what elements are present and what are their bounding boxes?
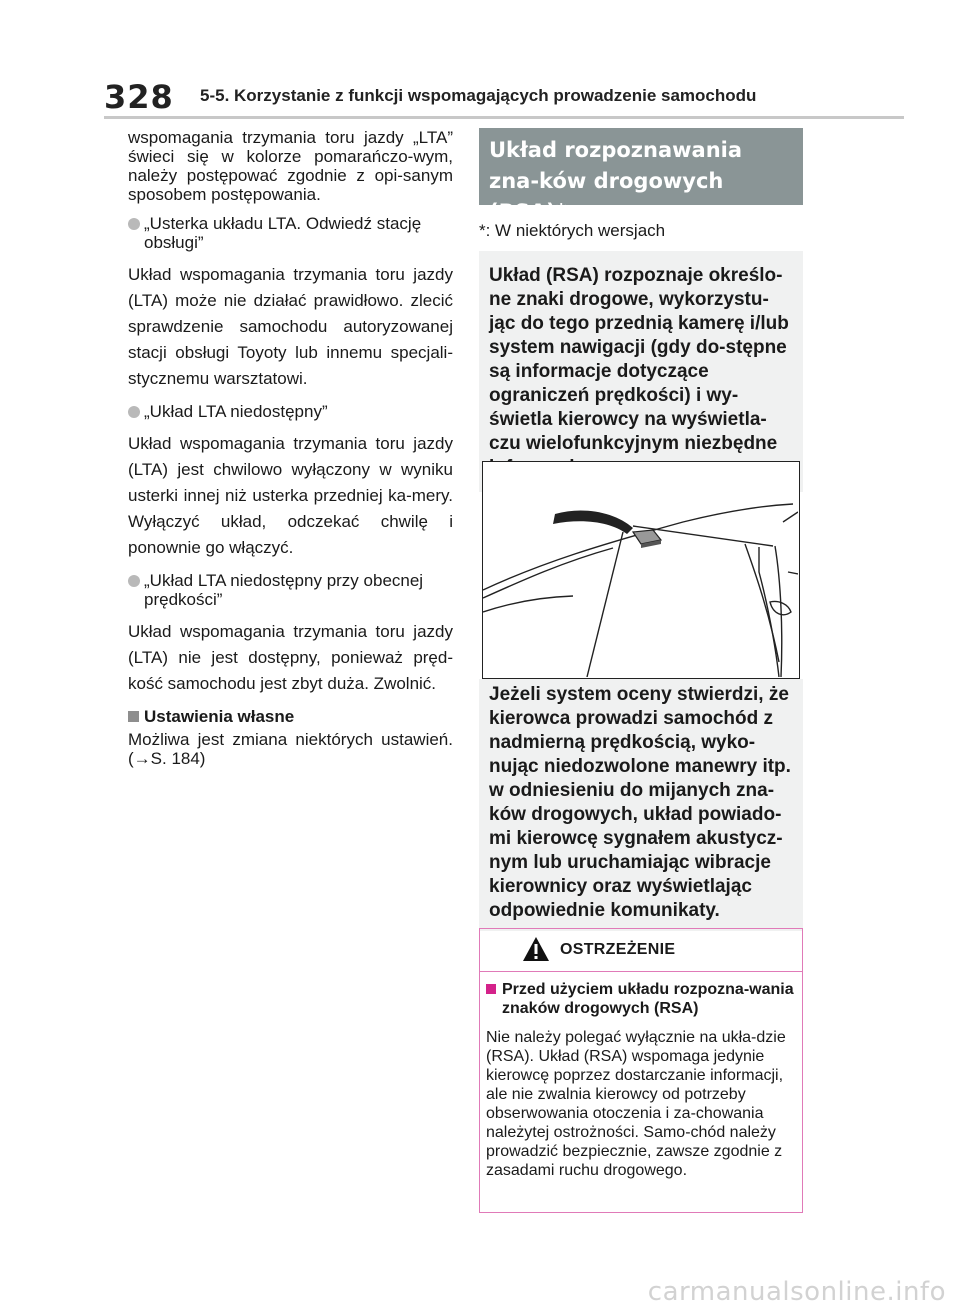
square-bullet-icon [486, 984, 496, 994]
bullet-dot-icon [128, 406, 140, 418]
settings-heading-label: Ustawienia własne [144, 707, 295, 726]
right-column [479, 128, 803, 492]
intro-paragraph: wspomagania trzymania toru jazdy „LTA” świeci się w kolorze pomarańczo-wym, należy postępować zgodnie z opi-sanym sposobem postępowania. [128, 128, 453, 204]
rsa-section-title: Układ rozpoznawania zna-ków drogowych (RSA)* [479, 128, 803, 205]
settings-text: Możliwa jest zmiana niektórych ustawień. (→S. 184) [128, 730, 453, 768]
message-item-2-title: „Układ LTA niedostępny” [144, 402, 328, 421]
bullet-dot-icon [128, 575, 140, 587]
warning-box [479, 928, 803, 1213]
section-title: 5-5. Korzystanie z funkcji wspomagających prowadzenie samochodu [200, 86, 757, 105]
warning-label: OSTRZEŻENIE [560, 941, 676, 958]
rsa-description: Układ (RSA) rozpoznaje określo-ne znaki drogowe, wykorzystu-jąc do tego przednią kamerę i/lub system nawigacji (gdy do-stępne są informacje dotyczące ograniczeń prędkości) i wy-świetla kierowcy na wyświetla-czu wielofunkcyjnym niezbędne [479, 251, 803, 492]
square-bullet-icon [128, 711, 139, 722]
warning-triangle-icon [522, 936, 550, 962]
warning-subheading-label: Przed użyciem układu rozpozna-wania znaków drogowych (RSA) [502, 981, 794, 1017]
message-item-3-text: Układ wspomagania trzymania toru jazdy (LTA) nie jest dostępny, ponieważ pręd-kość samochodu jest zbyt duża. Zwolnić. [128, 622, 453, 693]
page-number: 328 [104, 78, 174, 116]
message-item-3-title: „Układ LTA niedostępny przy obecnej prędkości” [144, 571, 424, 609]
message-item-3 [128, 571, 453, 609]
bullet-dot-icon [128, 218, 140, 230]
warning-header [480, 929, 802, 972]
speeding-warning-description: Jeżeli system oceny stwierdzi, że kierowca prowadzi samochód z nadmierną prędkością, wyko-nując niedozwolone manewry itp. w odniesieniu do mijanych zna-ków drogowych, układ powiado-mi kierowcę sygnałem akustycz-nym lub uruchamiając wibracje kierownicy oraz wyświetlając odpowiednie komunikaty. [479, 679, 803, 931]
message-item-1 [128, 214, 453, 252]
warning-subheading [486, 980, 794, 1018]
car-windshield-icon [483, 462, 798, 677]
message-item-2 [128, 402, 453, 421]
windshield-camera-illustration [482, 461, 800, 679]
warning-body [480, 972, 802, 1180]
footnote: *: W niektórych wersjach [479, 221, 666, 240]
message-item-1-text: Układ wspomagania trzymania toru jazdy (LTA) może nie działać prawidłowo. zlecić sprawdzenie samochodu autoryzowanej stacji obsługi Toyoty lub innemu specjali-stycznemu warsztatowi. [128, 265, 453, 388]
watermark: carmanualsonline.info [647, 1277, 946, 1307]
settings-heading [128, 707, 453, 726]
message-item-1-title: „Usterka układu LTA. Odwiedź stację obsługi” [144, 214, 422, 252]
warning-text: Nie należy polegać wyłącznie na ukła-dzie (RSA). Układ (RSA) wspomaga jedynie kierowcę poprzez dostarczanie informacji, ale nie zwalnia kierowcy od potrzeby obserwowania otoczenia i za-chowania należytej ostrożności. Samo-chód należy prowadzić bezpiecznie, zawsze zgodnie z zasadami ruchu drogowego. [486, 1029, 786, 1179]
left-column [128, 128, 453, 778]
header-divider [104, 116, 904, 119]
message-item-2-text: Układ wspomagania trzymania toru jazdy (LTA) jest chwilowo wyłączony w wyniku usterki innej niż usterka przedniej ka-mery. Wyłączyć układ, odczekać chwilę i ponownie go włączyć. [128, 434, 453, 557]
